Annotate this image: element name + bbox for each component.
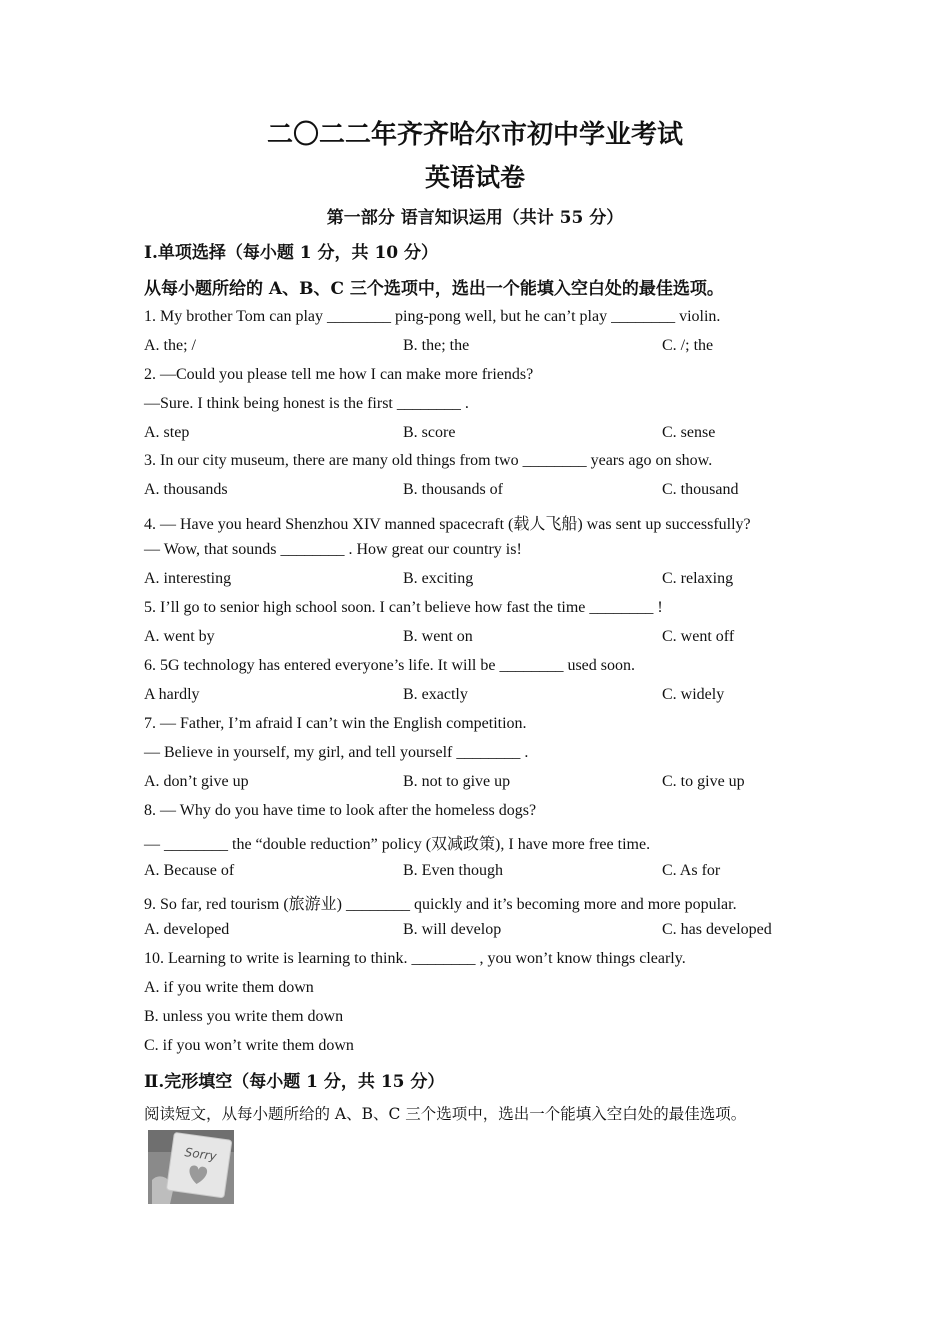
section2-instruction: 阅读短文，从每小题所给的 A、B、C 三个选项中，选出一个能填入空白处的最佳选项。 <box>144 1105 747 1123</box>
section1-heading: Ⅰ.单项选择（每小题 1 分，共 10 分） <box>144 243 439 263</box>
part-title: 第一部分 语言知识运用（共计 55 分） <box>326 208 624 228</box>
question-6-stem: 6. 5G technology has entered everyone’s life. It will be ________ used soon. <box>144 657 635 674</box>
paper-title: 英语试卷 <box>424 163 525 192</box>
question-9-option-c: C. has developed <box>662 921 772 938</box>
question-9-option-b: B. will develop <box>403 921 502 938</box>
question-3-option-c: C. thousand <box>662 481 739 498</box>
question-4-option-a: A. interesting <box>144 570 232 587</box>
question-7-option-c: C. to give up <box>662 773 745 790</box>
question-5-option-c: C. went off <box>662 628 735 645</box>
sorry-card-image <box>148 1130 234 1204</box>
question-6-option-a: A hardly <box>144 686 200 703</box>
section2-heading: Ⅱ.完形填空（每小题 1 分，共 15 分） <box>144 1072 445 1092</box>
question-4-stem: 4. — Have you heard Shenzhou XIV manned spacecraft (载人飞船) was sent up successfully? <box>144 516 751 533</box>
question-8-stem-line2: — ________ the “double reduction” policy (双减政策), I have more free time. <box>144 836 651 853</box>
question-8-option-c: C. As for <box>662 862 721 879</box>
sorry-text: Sorry <box>183 1145 218 1164</box>
question-5-option-a: A. went by <box>144 628 215 645</box>
section1-instruction: 从每小题所给的 A、B、C 三个选项中，选出一个能填入空白处的最佳选项。 <box>144 279 724 299</box>
question-7-stem: 7. — Father, I’m afraid I can’t win the English competition. <box>144 715 527 732</box>
question-5-stem: 5. I’ll go to senior high school soon. I can’t believe how fast the time ________ ! <box>144 599 663 616</box>
question-2-stem-line2: —Sure. I think being honest is the first ________ . <box>144 395 469 412</box>
question-2-option-c: C. sense <box>662 424 716 441</box>
question-8-stem: 8. — Why do you have time to look after the homeless dogs? <box>144 802 537 819</box>
question-3-option-b: B. thousands of <box>403 481 503 498</box>
question-4-stem-line2: — Wow, that sounds ________ . How great our country is! <box>144 541 522 558</box>
question-4-option-b: B. exciting <box>403 570 474 587</box>
question-4-option-c: C. relaxing <box>662 570 734 587</box>
question-1-option-b: B. the; the <box>403 337 470 354</box>
question-2-stem: 2. —Could you please tell me how I can make more friends? <box>144 366 534 383</box>
question-9-option-a: A. developed <box>144 921 230 938</box>
question-6-option-c: C. widely <box>662 686 725 703</box>
question-8-option-a: A. Because of <box>144 862 235 879</box>
question-2-option-a: A. step <box>144 424 190 441</box>
question-3-option-a: A. thousands <box>144 481 228 498</box>
question-10-option-a: A. if you write them down <box>144 979 314 996</box>
question-10-stem: 10. Learning to write is learning to think. ________ , you won’t know things clearly. <box>144 950 686 967</box>
question-8-option-b: B. Even though <box>403 862 503 879</box>
question-7-option-a: A. don’t give up <box>144 773 249 790</box>
question-2-option-b: B. score <box>403 424 456 441</box>
question-1-option-a: A. the; / <box>144 337 196 354</box>
question-7-option-b: B. not to give up <box>403 773 511 790</box>
question-3-stem: 3. In our city museum, there are many old things from two ________ years ago on show. <box>144 452 713 469</box>
question-5-option-b: B. went on <box>403 628 473 645</box>
question-7-stem-line2: — Believe in yourself, my girl, and tell yourself ________ . <box>144 744 529 761</box>
question-1-stem: 1. My brother Tom can play ________ ping-pong well, but he can’t play ________ violin. <box>144 308 721 325</box>
question-9-stem: 9. So far, red tourism (旅游业) ________ quickly and it’s becoming more and more popular. <box>144 896 737 913</box>
exam-title: 二〇二二年齐齐哈尔市初中学业考试 <box>266 120 683 150</box>
question-10-option-c: C. if you won’t write them down <box>144 1037 354 1054</box>
question-10-option-b: B. unless you write them down <box>144 1008 344 1025</box>
question-1-option-c: C. /; the <box>662 337 714 354</box>
question-6-option-b: B. exactly <box>403 686 468 703</box>
